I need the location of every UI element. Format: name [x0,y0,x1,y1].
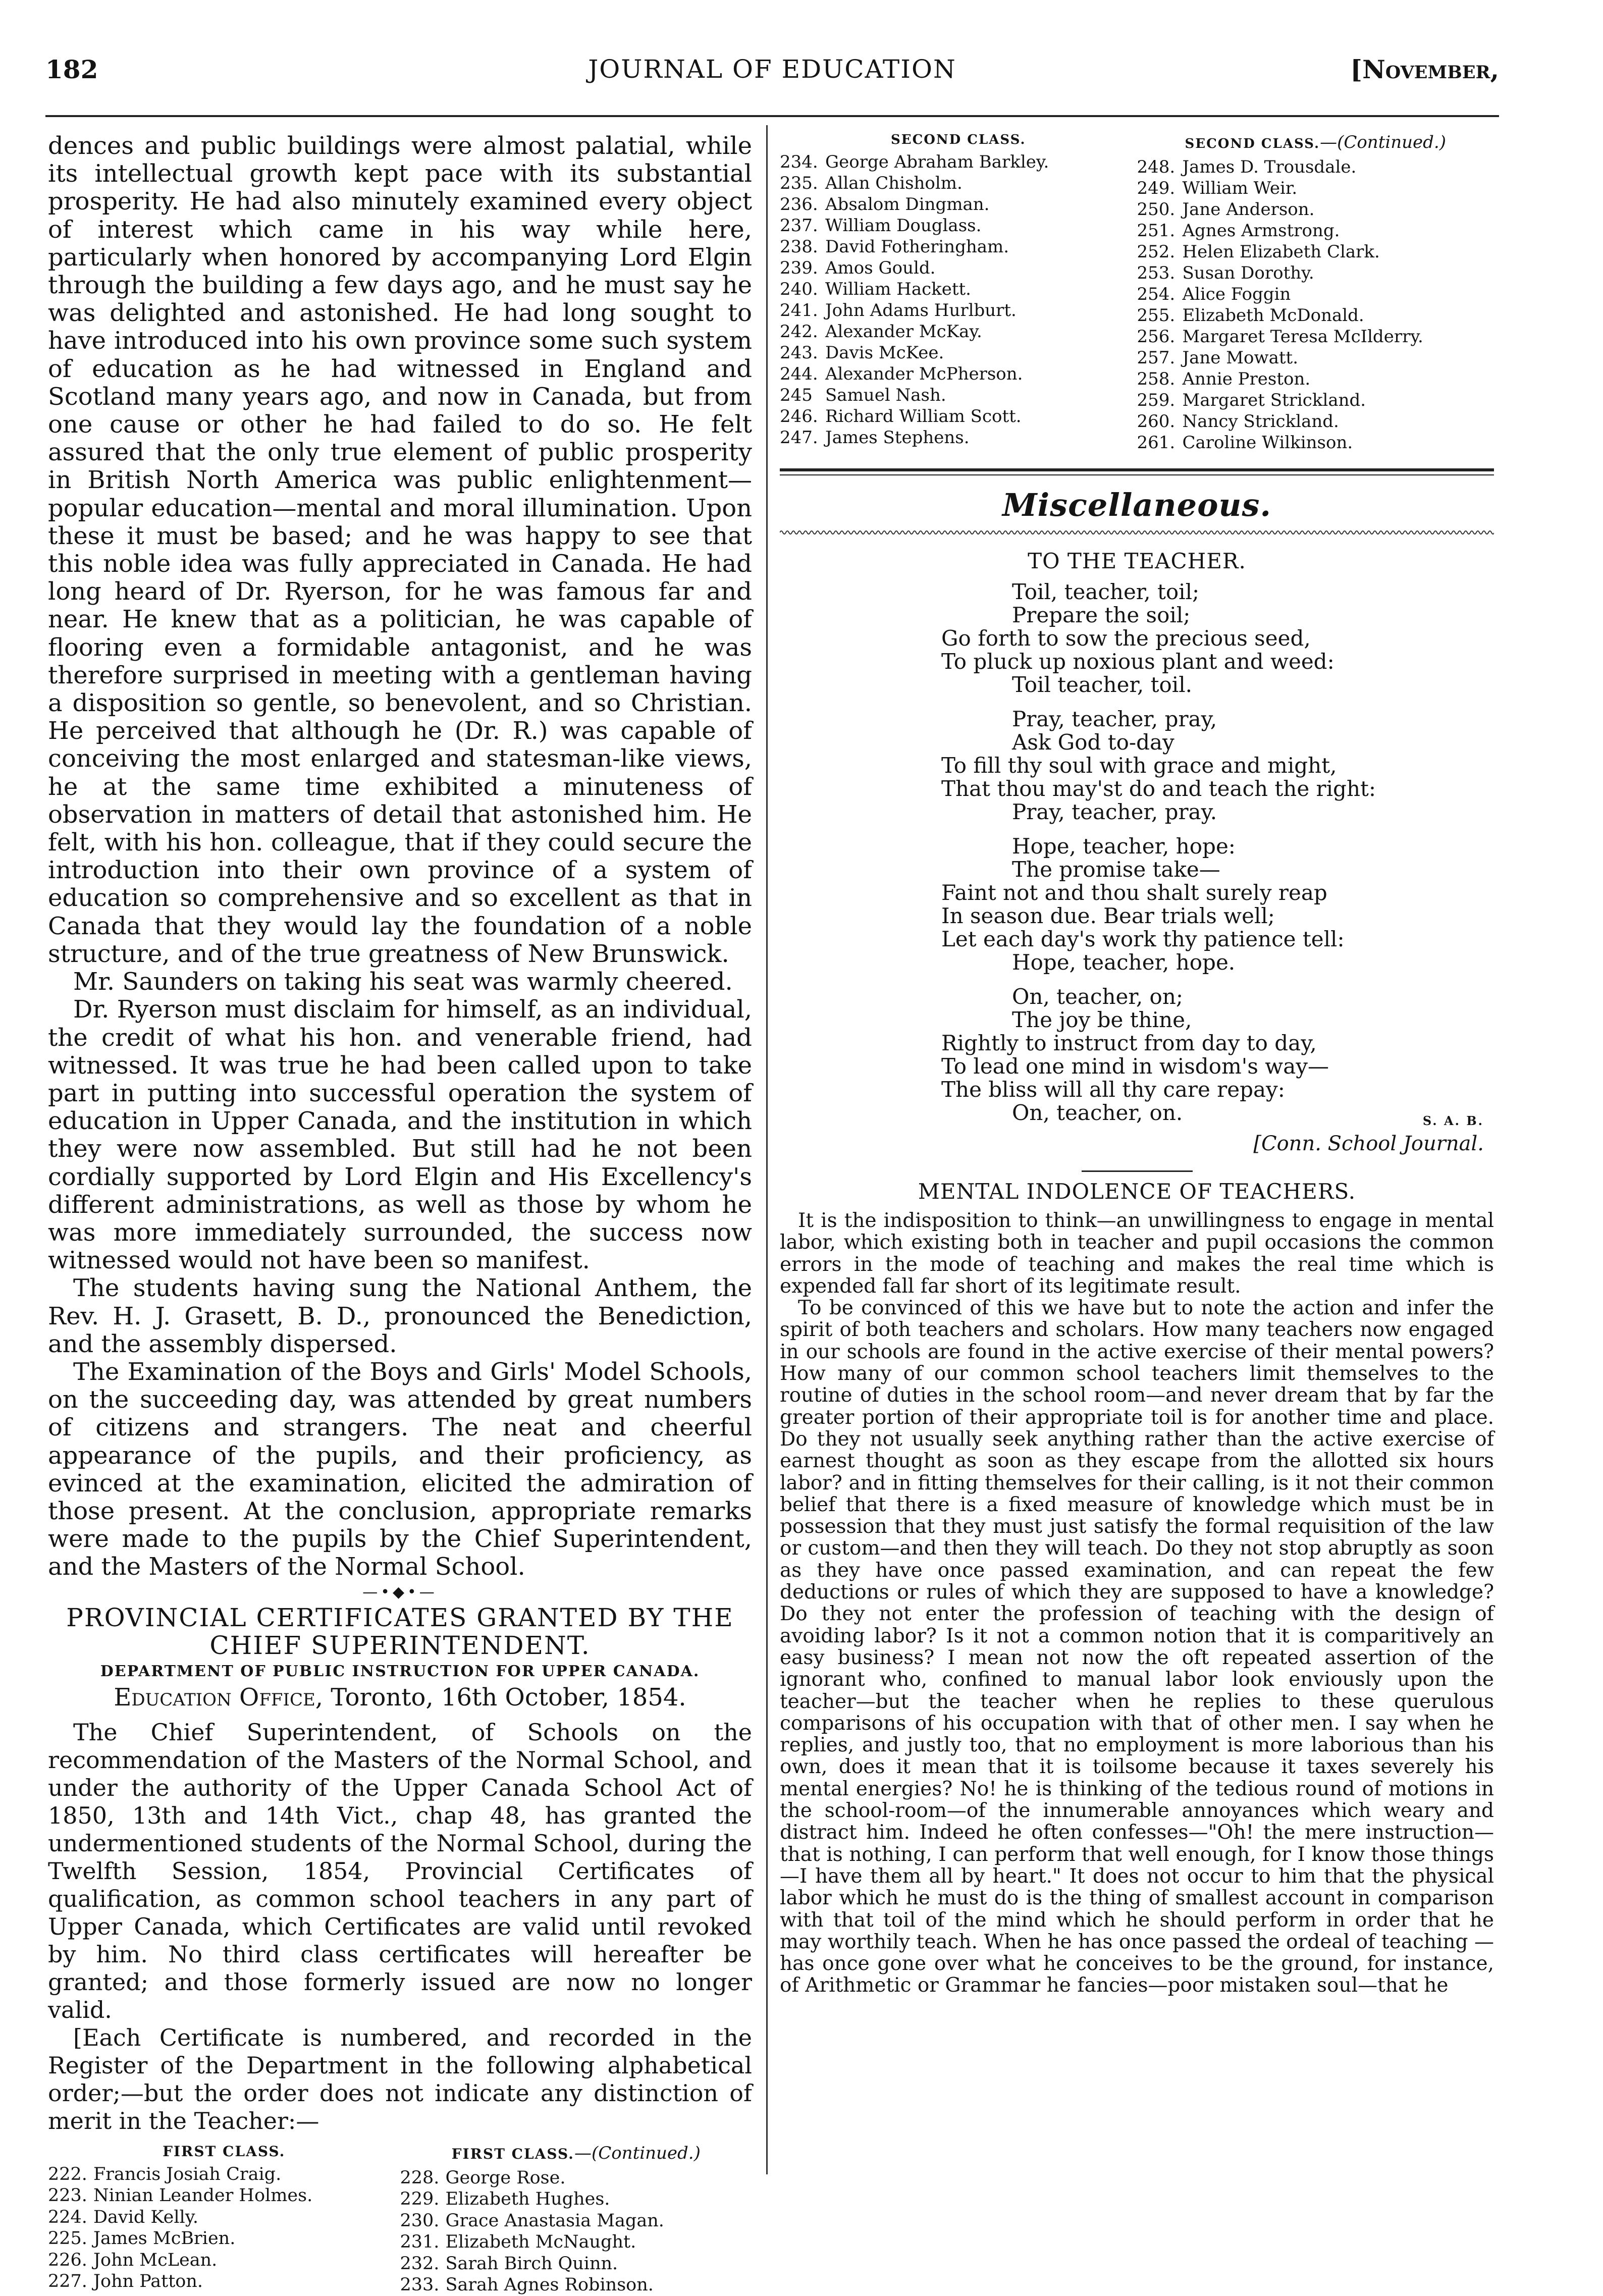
list-item [1137,411,1494,432]
certificate-number: 248. [1137,157,1175,177]
certificate-number: 236. [780,194,818,215]
list-item [1137,368,1494,390]
certificate-number: 230. [400,2210,440,2231]
list-item [1137,262,1494,284]
certificate-number: 244. [780,364,818,384]
list-item [780,215,1137,236]
teacher-name: William Douglass. [825,216,982,236]
poem-line: The bliss will all thy care repay: [941,1077,1285,1102]
certificate-number: 251. [1137,221,1175,241]
poem-line: That thou may'st do and teach the right: [941,776,1376,801]
poem-line: Hope, teacher, hope: [1012,834,1236,859]
certificate-number: 223. [48,2185,87,2206]
continued-label: —(Continued.) [574,2143,701,2163]
certificate-number: 246. [780,406,818,426]
teacher-name: Amos Gould. [825,258,936,278]
certificate-number: 231. [400,2232,440,2253]
certificate-number: 222. [48,2164,87,2184]
list-item [780,321,1137,342]
list-item [780,257,1137,279]
list-item [1137,390,1494,411]
list-item [780,342,1137,363]
teacher-name: Alexander McPherson. [825,364,1023,384]
list-item [400,2231,753,2253]
list-item [1137,178,1494,199]
certificate-number: 250. [1137,199,1175,220]
list-item [1137,241,1494,262]
ornament-divider: —•◆•— [362,1583,438,1601]
poem-line: Let each day's work thy patience tell: [941,927,1345,951]
section-double-rule [780,468,1494,475]
teacher-name: Helen Elizabeth Clark. [1182,242,1380,262]
office-label: Education Office, [114,1683,324,1712]
teacher-name: Francis Josiah Craig. [93,2164,282,2184]
list-item [780,406,1137,427]
list-item [780,151,1137,173]
certificate-number: 233. [400,2275,440,2295]
certificate-number: 247. [780,428,818,448]
list-item [48,2228,400,2250]
teacher-name: Davis McKee. [825,343,944,363]
wavy-divider [780,528,1494,537]
poem-line: Ask God to-day [1012,730,1174,755]
list-heading-label: SECOND CLASS. [1185,136,1320,151]
poem-line: Prepare the soil; [1012,603,1191,627]
teacher-name: David Kelly. [93,2207,198,2227]
section-heading: PROVINCIAL CERTIFICATES GRANTED BY THE CHIEF SUPERINTENDENT. [66,1603,734,1660]
second-class-continued-list [1137,132,1494,453]
teacher-name: Alexander McKay. [825,322,982,342]
teacher-name: Jane Anderson. [1182,199,1315,220]
teacher-name: Sarah Birch Quinn. [445,2253,618,2274]
teacher-name: Caroline Wilkinson. [1182,433,1353,453]
certificate-number: 232. [400,2253,440,2274]
poem-title: TO THE TEACHER. [1028,549,1246,573]
list-item [780,385,1137,406]
poem-line: Pray, teacher, pray. [1012,799,1217,824]
poem-line: Hope, teacher, hope. [1012,950,1236,975]
certificate-number: 237. [780,216,818,236]
certificate-number: 252. [1137,242,1175,262]
teacher-name: Alice Foggin [1182,284,1291,304]
first-class-lists [48,2143,752,2296]
list-item [1137,347,1494,368]
poem-line: On, teacher, on. [1012,1100,1183,1125]
list-item [48,2271,400,2292]
teacher-name: Allan Chisholm. [825,173,963,193]
list-heading [1137,132,1494,152]
poem-source: [Conn. School Journal. [1253,1132,1484,1155]
issue-month: [November, [1350,55,1499,84]
teacher-name: John Adams Hurlburt. [825,300,1017,321]
teacher-name: James Stephens. [825,428,970,448]
teacher-name: Samuel Nash. [825,385,946,405]
teacher-name: Nancy Strickland. [1182,411,1339,432]
teacher-name: Richard William Scott. [825,406,1022,426]
certificate-number: 229. [400,2189,440,2210]
second-class-lists [780,132,1494,453]
certificate-number: 227. [48,2271,87,2292]
teacher-name: Elizabeth Hughes. [445,2189,610,2210]
poem-stanza [941,708,1494,824]
list-item [1137,326,1494,347]
first-class-list [48,2143,400,2296]
poem-line: Toil teacher, toil. [1012,672,1192,697]
certificate-number: 226. [48,2250,87,2270]
teacher-name: David Fotheringham. [825,237,1009,257]
list-item [780,300,1137,321]
poem-line: To fill thy soul with grace and might, [941,753,1337,778]
list-item [780,236,1137,257]
poem-line: Go forth to sow the precious seed, [941,626,1311,651]
list-item [400,2188,753,2210]
paragraph: Dr. Ryerson must disclaim for himself, as an individual, the credit of what his hon. and venerable friend, had witnessed. It was true he had been called upon to take part in putting into successful operation the system of education in Upper Canada, and the institution in which they were now assembled. But still had he not been cordially supported by Lord Elgin and His Excellency's different administrations, as well as those by whom he was more immediately surrounded, the success now witnessed would not have been so manifest. [48,995,752,1275]
teacher-name: Grace Anastasia Magan. [445,2210,664,2231]
certificate-number: 257. [1137,348,1175,368]
list-heading-label: FIRST CLASS. [451,2145,574,2162]
certificate-number: 249. [1137,178,1175,198]
paragraph: The students having sung the National Anthem, the Rev. H. J. Grasett, B. D., pronounced the Benediction, and the assembly dispersed. [48,1274,752,1358]
list-item [1137,156,1494,178]
list-item [780,194,1137,215]
list-heading: SECOND CLASS. [890,132,1026,147]
poem-stanza [941,580,1494,697]
poem-stanza [941,835,1494,974]
certificate-number: 254. [1137,284,1175,304]
teacher-name: Annie Preston. [1182,369,1311,389]
list-heading: FIRST CLASS. [163,2143,286,2160]
certificate-number: 238. [780,237,818,257]
poem-line: Faint not and thou shalt surely reap [941,880,1327,905]
list-item [780,427,1137,448]
certificate-number: 245 [780,385,813,405]
certificate-number: 224. [48,2207,87,2227]
certificate-number: 240. [780,279,818,299]
paragraph: It is the indisposition to think—an unwillingness to engage in mental labor, which existing both in teacher and pupil occasions the common errors in the mode of teaching and makes the real time which is expended fall far short of its legitimate result. [780,1209,1494,1298]
poem-line: The promise take— [1012,857,1220,882]
teacher-name: Margaret Teresa McIlderry. [1182,327,1423,347]
teacher-name: George Abraham Barkley. [825,152,1049,172]
paragraph: To be convinced of this we have but to note the action and infer the spirit of both teachers and scholars. How many teachers now engaged in our schools are found in the active exercise of their mental powers? How many of our common school teachers limit themselves to the routine of duties in the school room—and never dream that by far the greater portion of their appropriate toil is for another time and place. Do they not usually seek anything rather than the active exercise of earnest thought as soon as they escape from the allotted six hours labor? and in fitting themselves for their calling, is it not their common belief that there is a fixed measure of knowledge which must be in possession that they must just satisfy the formal requisition of the law or custom—and then they will teach. Do they not stop abruptly as soon as they have once passed examination, and can repeat the few deductions or rules of which they are supposed to have a knowledge? Do they not enter the profession of teaching with the design of avoiding labor? Is it not a common notion that it is comparitively an easy business? I mean not now the oft repeated assertion of the ignorant who, confined to manual labor look enviously upon the teacher—but the teacher when he replies to these querulous comparisons of his occupation with that of other men. I say when he replies, and justly too, that no employment is more laborious than his own, does it mean that it is toilsome because it taxes severely his mental energies? No! he is thinking of the tedious round of motions in the school-room—of the innumerable annoyances which weary and distract him. Indeed he often confesses—"Oh! the mere instruction—that is nothing, I can perform that well enough, for I know those things—I have them all by heart." It does not occur to him that the physical labor which he must do is the thing of smallest account in comparison with that toil of the mind which he should perform in order that he may worthily teach. When he has once passed the ordeal of teaching —has once gone over what he conceives to be the ground, for instance, of Arithmetic or Grammar he fancies—poor mistaken soul—that he [780,1297,1494,1997]
certificate-number: 228. [400,2167,440,2188]
poem-line: To pluck up noxious plant and weed: [941,649,1334,674]
teacher-name: James D. Trousdale. [1182,157,1357,177]
certificate-number: 242. [780,322,818,342]
list-item [1137,305,1494,326]
header-rule [45,115,1499,117]
poem-line: Toil, teacher, toil; [1012,579,1200,604]
teacher-name: Elizabeth McNaught. [445,2232,636,2253]
short-rule [1082,1170,1193,1172]
poem-signature: S. A. B. [1422,1113,1484,1128]
list-item [400,2210,753,2232]
poem-line: Pray, teacher, pray, [1012,707,1217,731]
second-class-list [780,132,1137,453]
certificate-number: 243. [780,343,818,363]
teacher-name: Margaret Strickland. [1182,390,1366,410]
poem-line: On, teacher, on; [1012,984,1184,1009]
column-divider [766,125,768,2174]
certificate-number: 225. [48,2228,87,2249]
first-class-continued-list [400,2143,753,2296]
certificate-number: 258. [1137,369,1175,389]
teacher-name: John Patton. [93,2271,203,2292]
miscellaneous-heading: Miscellaneous. [1002,487,1271,523]
list-item [780,363,1137,385]
list-item [48,2207,400,2228]
list-item [48,2185,400,2207]
paragraph: dences and public buildings were almost palatial, while its intellectual growth kept pace with its substantial prosperity. He had also minutely examined every object of interest which came in his way while here, particularly when honored by accompanying Lord Elgin through the building a few days ago, and he must say he was delighted and astonished. He had long sought to have introduced into his own province some such system of education as he had witnessed in England and Scotland many years ago, and now in Canada, but from one cause or other he had failed to do so. He felt assured that the only true element of public prosperity in British North America was public enlightenment—popular education—mental and moral illumination. Upon these it must be based; and he was happy to see that this noble idea was fully appreciated in Canada. He had long heard of Dr. Ryerson, for he was famous far and near. He knew that as a politician, he was capable of flooring even a formidable antagonist, and he was therefore surprised in meeting with a gentleman having a disposition so gentle, so benevolent, and so Christian. He perceived that although he (Dr. R.) was capable of conceiving the most enlarged and statesman-like views, he at the same time exhibited a minuteness of observation in matters of detail that astonished him. He felt, with his hon. colleague, that if they could secure the introduction into their own province of a system of education so comprehensive and so excellent as that in Canada that they would lay the foundation of a noble structure, and of the true greatness of New Brunswick. [48,132,752,968]
certificate-number: 239. [780,258,818,278]
certificate-number: 261. [1137,433,1175,453]
page-header [45,55,1499,100]
certificate-number: 253. [1137,263,1175,283]
list-item [48,2164,400,2185]
teacher-name: John McLean. [93,2250,218,2270]
teacher-name: Agnes Armstrong. [1182,221,1340,241]
list-item [780,279,1137,300]
list-item [1137,284,1494,305]
poem-stanza [941,985,1494,1125]
list-item [1137,432,1494,453]
left-column [48,132,752,2296]
teacher-name: William Weir. [1182,178,1298,198]
certificate-number: 260. [1137,411,1175,432]
paragraph: The Examination of the Boys and Girls' Model Schools, on the succeeding day, was attended by great numbers of citizens and strangers. The neat and cheerful appearance of the pupils, and their proficiency, as evinced at the examination, elicited the admiration of those present. At the conclusion, appropriate remarks were made to the pupils by the Chief Superintendent, and the Masters of the Normal School. [48,1357,752,1581]
certificate-number: 241. [780,300,818,321]
paragraph: Mr. Saunders on taking his seat was warmly cheered. [73,968,733,996]
list-item [400,2167,753,2189]
list-item [1137,220,1494,241]
continued-label: —(Continued.) [1320,132,1446,152]
page-number: 182 [45,55,98,84]
list-item [1137,199,1494,220]
teacher-name: Susan Dorothy. [1182,263,1314,283]
teacher-name: Absalom Dingman. [825,194,990,215]
poem-line: To lead one mind in wisdom's way— [941,1054,1329,1079]
journal-title: JOURNAL OF EDUCATION [588,55,956,84]
poem-line: Rightly to instruct from day to day, [941,1031,1317,1055]
certificate-number: 256. [1137,327,1175,347]
office-dateline [48,1683,752,1712]
essay [780,1210,1494,1997]
office-date: Toronto, 16th October, 1854. [323,1683,686,1712]
certificate-number: 259. [1137,390,1175,410]
paragraph: The Chief Superintendent, of Schools on the recommendation of the Masters of the Normal School, and under the authority of the Upper Canada School Act of 1850, 13th and 14th Vict., chap 48, has granted the undermentioned students of the Normal School, during the Twelfth Session, 1854, Provincial Certificates of qualification, as common school teachers in any part of Upper Canada, which Certificates are valid until revoked by him. No third class certificates will hereafter be granted; and those formerly issued are now no longer valid. [48,1718,752,2023]
poem-line: In season due. Bear trials well; [941,903,1275,928]
certificate-number: 234. [780,152,818,172]
certificate-number: 235. [780,173,818,193]
teacher-name: Elizabeth McDonald. [1182,305,1364,326]
poem-line: The joy be thine, [1012,1007,1192,1032]
right-column [780,132,1494,1997]
teacher-name: Ninian Leander Holmes. [93,2185,313,2206]
teacher-name: Sarah Agnes Robinson. [445,2275,654,2295]
certificate-number: 255. [1137,305,1175,326]
teacher-name: Jane Mowatt. [1182,348,1299,368]
teacher-name: William Hackett. [825,279,971,299]
list-item [400,2253,753,2275]
teacher-name: George Rose. [445,2167,566,2188]
list-heading [400,2143,753,2163]
department-line: DEPARTMENT OF PUBLIC INSTRUCTION FOR UPPER CANADA. [100,1662,700,1680]
essay-title: MENTAL INDOLENCE OF TEACHERS. [918,1179,1356,1204]
list-item [48,2250,400,2271]
list-item [780,173,1137,194]
paragraph: [Each Certificate is numbered, and recorded in the Register of the Department in the following alphabetical order;—but the order does not indicate any distinction of merit in the Teacher:— [48,2023,752,2134]
poem [941,580,1494,1125]
teacher-name: James McBrien. [93,2228,236,2249]
list-item [400,2274,753,2296]
